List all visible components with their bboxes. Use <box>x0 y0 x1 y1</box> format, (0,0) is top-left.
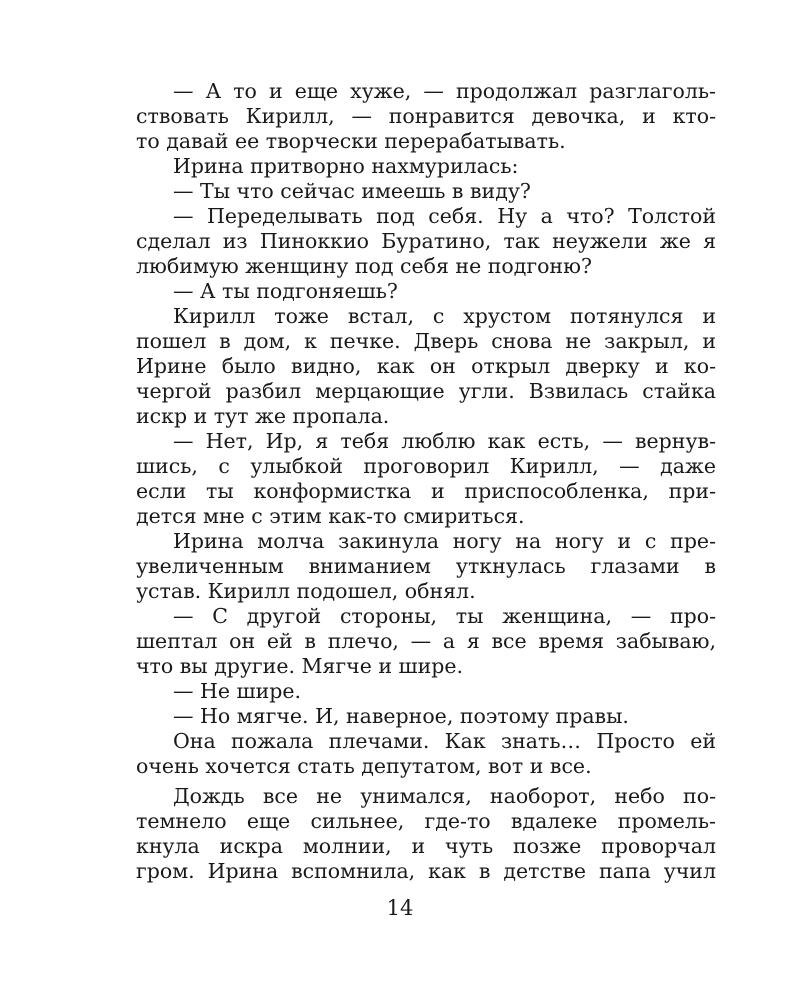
text-line: если ты конформистка и приспособленка, при- <box>136 479 716 503</box>
text-line: — А то и еще хуже, — продолжал разглаголь- <box>173 79 716 103</box>
paragraph <box>136 154 716 179</box>
page-number: 14 <box>386 896 414 920</box>
text-line: чергой разбил мерцающие угли. Взвилась стайка <box>136 379 716 403</box>
text-line: гром. Ирина вспомнила, как в детстве папа учил <box>136 859 716 883</box>
text-line: устав. Кирилл подошел, обнял. <box>136 579 476 603</box>
text-line: — А ты подгоняешь? <box>173 279 398 303</box>
page-body-text <box>136 79 716 884</box>
paragraph <box>136 429 716 529</box>
text-line: пошел в дом, к печке. Дверь снова не закрыл, и <box>136 329 716 353</box>
text-line: темнело еще сильнее, где-то вдалеке промель- <box>136 809 716 833</box>
paragraph <box>136 604 716 679</box>
text-line: кнула искра молнии, и чуть позже проворчал <box>136 834 716 858</box>
text-line: — Но мягче. И, наверное, поэтому правы. <box>173 704 629 728</box>
text-line: шептал он ей в плечо, — а я все время забываю, <box>136 629 716 653</box>
paragraph <box>136 704 716 729</box>
paragraph <box>136 679 716 704</box>
text-line: Дождь все не унимался, наоборот, небо по- <box>173 784 716 808</box>
text-line: — Не шире. <box>173 679 302 703</box>
text-line: дется мне с этим как-то смириться. <box>136 504 525 528</box>
paragraph <box>136 179 716 204</box>
text-line: Ирина молча закинула ногу на ногу и с пре- <box>173 529 716 553</box>
text-line: искр и тут же пропала. <box>136 404 390 428</box>
paragraph <box>136 304 716 429</box>
text-line: любимую женщину под себя не подгоню? <box>136 254 592 278</box>
text-line: Кирилл тоже встал, с хрустом потянулся и <box>173 304 716 328</box>
paragraph <box>136 279 716 304</box>
text-line: — Переделывать под себя. Ну а что? Толстой <box>173 204 716 228</box>
text-line: сделал из Пиноккио Буратино, так неужели же я <box>136 229 716 253</box>
paragraph <box>136 729 716 779</box>
text-line: то давай ее творчески перерабатывать. <box>136 129 566 153</box>
text-line: шись, с улыбкой проговорил Кирилл, — даже <box>136 454 716 478</box>
paragraph <box>136 529 716 604</box>
text-line: Она пожала плечами. Как знать… Просто ей <box>173 729 716 753</box>
text-line: — Нет, Ир, я тебя люблю как есть, — вернув- <box>173 429 716 453</box>
text-line: Ирине было видно, как он открыл дверку и ко- <box>136 354 716 378</box>
text-line: — С другой стороны, ты женщина, — про- <box>173 604 716 628</box>
text-line: Ирина притворно нахмурилась: <box>173 154 519 178</box>
text-line: ствовать Кирилл, — понравится девочка, и кто- <box>136 104 716 128</box>
paragraph <box>136 204 716 279</box>
text-line: очень хочется стать депутатом, вот и все. <box>136 754 592 778</box>
text-line: увеличенным вниманием уткнулась глазами в <box>136 554 716 578</box>
text-line: что вы другие. Мягче и шире. <box>136 654 464 678</box>
text-line: — Ты что сейчас имеешь в виду? <box>173 179 531 203</box>
paragraph <box>136 784 716 884</box>
paragraph <box>136 79 716 154</box>
